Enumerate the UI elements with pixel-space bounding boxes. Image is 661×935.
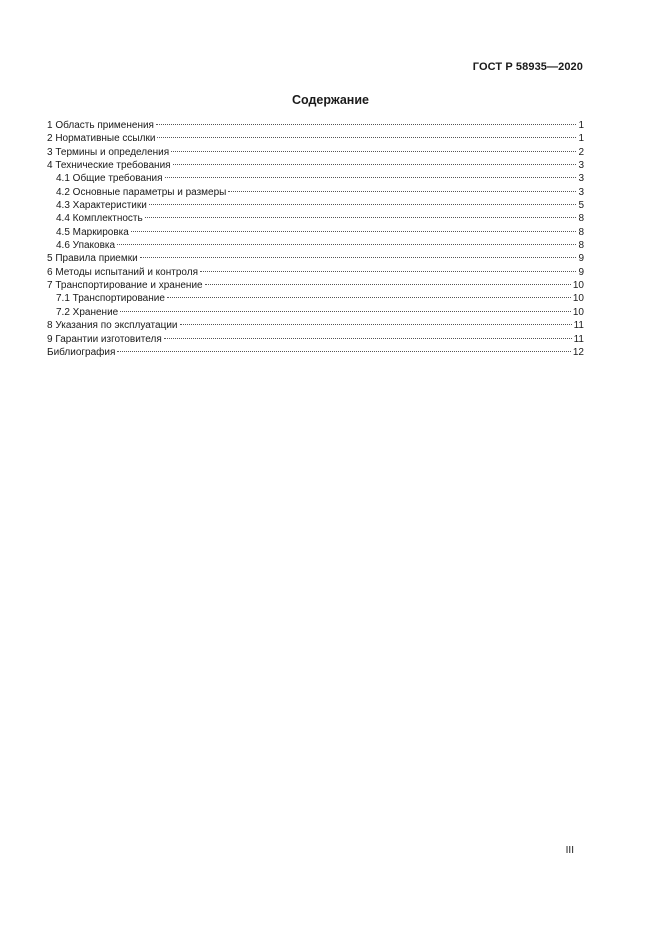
toc-entry[interactable] bbox=[47, 319, 584, 332]
toc-entry-label: 2 Нормативные ссылки bbox=[47, 133, 156, 145]
toc-entry[interactable] bbox=[47, 239, 584, 252]
toc-dot-leader bbox=[173, 164, 577, 165]
toc-dot-leader bbox=[120, 311, 571, 312]
toc-title: Содержание bbox=[291, 93, 369, 107]
toc-entry[interactable] bbox=[47, 306, 584, 319]
toc-dot-leader bbox=[145, 217, 577, 218]
toc-entry[interactable] bbox=[47, 186, 584, 199]
toc-entry-label: 7.1 Транспортирование bbox=[56, 293, 165, 305]
toc-entry-page: 10 bbox=[572, 306, 584, 318]
toc-entry-page: 8 bbox=[578, 213, 584, 225]
toc-entry[interactable] bbox=[47, 119, 584, 132]
toc-entry-label: 4.2 Основные параметры и размеры bbox=[56, 186, 227, 198]
toc-entry-page: 1 bbox=[578, 120, 584, 131]
toc-dot-leader bbox=[157, 137, 576, 138]
toc-entry-label: 6 Методы испытаний и контроля bbox=[47, 266, 198, 278]
toc-entry[interactable] bbox=[47, 159, 584, 172]
toc-entry-page: 11 bbox=[573, 320, 584, 332]
toc-entry[interactable] bbox=[47, 333, 584, 346]
toc-entry-label: 5 Правила приемки bbox=[47, 253, 138, 265]
toc-entry-label: 8 Указания по эксплуатации bbox=[47, 320, 178, 332]
toc-entry[interactable] bbox=[47, 199, 584, 212]
toc-entry-label: Библиография bbox=[47, 346, 116, 358]
toc-entry-page: 9 bbox=[578, 253, 584, 265]
toc-dot-leader bbox=[167, 297, 571, 298]
toc-dot-leader bbox=[131, 231, 577, 232]
toc-entry-page: 8 bbox=[578, 240, 584, 252]
toc-entry-label: 4.6 Упаковка bbox=[56, 240, 116, 252]
document-code: ГОСТ Р 58935—2020 bbox=[472, 61, 583, 73]
toc-dot-leader bbox=[149, 204, 577, 205]
toc-dot-leader bbox=[180, 324, 572, 325]
toc-entry-page: 2 bbox=[578, 146, 584, 158]
toc-dot-leader bbox=[205, 284, 571, 285]
toc-entry-label: 9 Гарантии изготовителя bbox=[47, 333, 162, 345]
toc-entry-label: 1 Область применения bbox=[47, 120, 154, 131]
toc-dot-leader bbox=[117, 244, 576, 245]
toc-entry[interactable] bbox=[47, 172, 584, 185]
toc-dot-leader bbox=[228, 191, 576, 192]
toc-entry[interactable] bbox=[47, 226, 584, 239]
toc-entry-label: 4.3 Характеристики bbox=[56, 200, 147, 212]
toc-entry-page: 10 bbox=[572, 280, 584, 292]
toc-entry-page: 3 bbox=[578, 160, 584, 172]
toc-dot-leader bbox=[140, 257, 577, 258]
toc-entry-page: 1 bbox=[578, 133, 584, 145]
toc-entry-page: 5 bbox=[578, 200, 584, 212]
table-of-contents bbox=[47, 119, 584, 359]
toc-dot-leader bbox=[156, 124, 576, 125]
toc-entry[interactable] bbox=[47, 279, 584, 292]
toc-entry[interactable] bbox=[47, 292, 584, 305]
toc-entry-page: 11 bbox=[573, 333, 584, 345]
toc-entry-label: 4.1 Общие требования bbox=[56, 173, 163, 185]
toc-dot-leader bbox=[164, 338, 572, 339]
toc-entry-page: 3 bbox=[578, 186, 584, 198]
toc-entry[interactable] bbox=[47, 266, 584, 279]
toc-entry-label: 7 Транспортирование и хранение bbox=[47, 280, 203, 292]
toc-dot-leader bbox=[200, 271, 576, 272]
toc-entry-page: 9 bbox=[578, 266, 584, 278]
toc-entry[interactable] bbox=[47, 132, 584, 145]
toc-entry-label: 4.4 Комплектность bbox=[56, 213, 143, 225]
toc-entry-label: 4 Технические требования bbox=[47, 160, 171, 172]
toc-entry[interactable] bbox=[47, 252, 584, 265]
page-number: III bbox=[565, 845, 574, 856]
toc-entry-page: 8 bbox=[578, 226, 584, 238]
toc-entry[interactable] bbox=[47, 146, 584, 159]
toc-entry[interactable] bbox=[47, 212, 584, 225]
toc-entry[interactable] bbox=[47, 346, 584, 359]
toc-entry-label: 4.5 Маркировка bbox=[56, 226, 129, 238]
toc-entry-page: 3 bbox=[578, 173, 584, 185]
toc-dot-leader bbox=[117, 351, 570, 352]
toc-dot-leader bbox=[165, 177, 577, 178]
toc-entry-page: 10 bbox=[572, 293, 584, 305]
toc-entry-page: 12 bbox=[572, 346, 584, 358]
toc-entry-label: 7.2 Хранение bbox=[56, 306, 119, 318]
toc-entry-label: 3 Термины и определения bbox=[47, 146, 170, 158]
toc-dot-leader bbox=[171, 151, 576, 152]
